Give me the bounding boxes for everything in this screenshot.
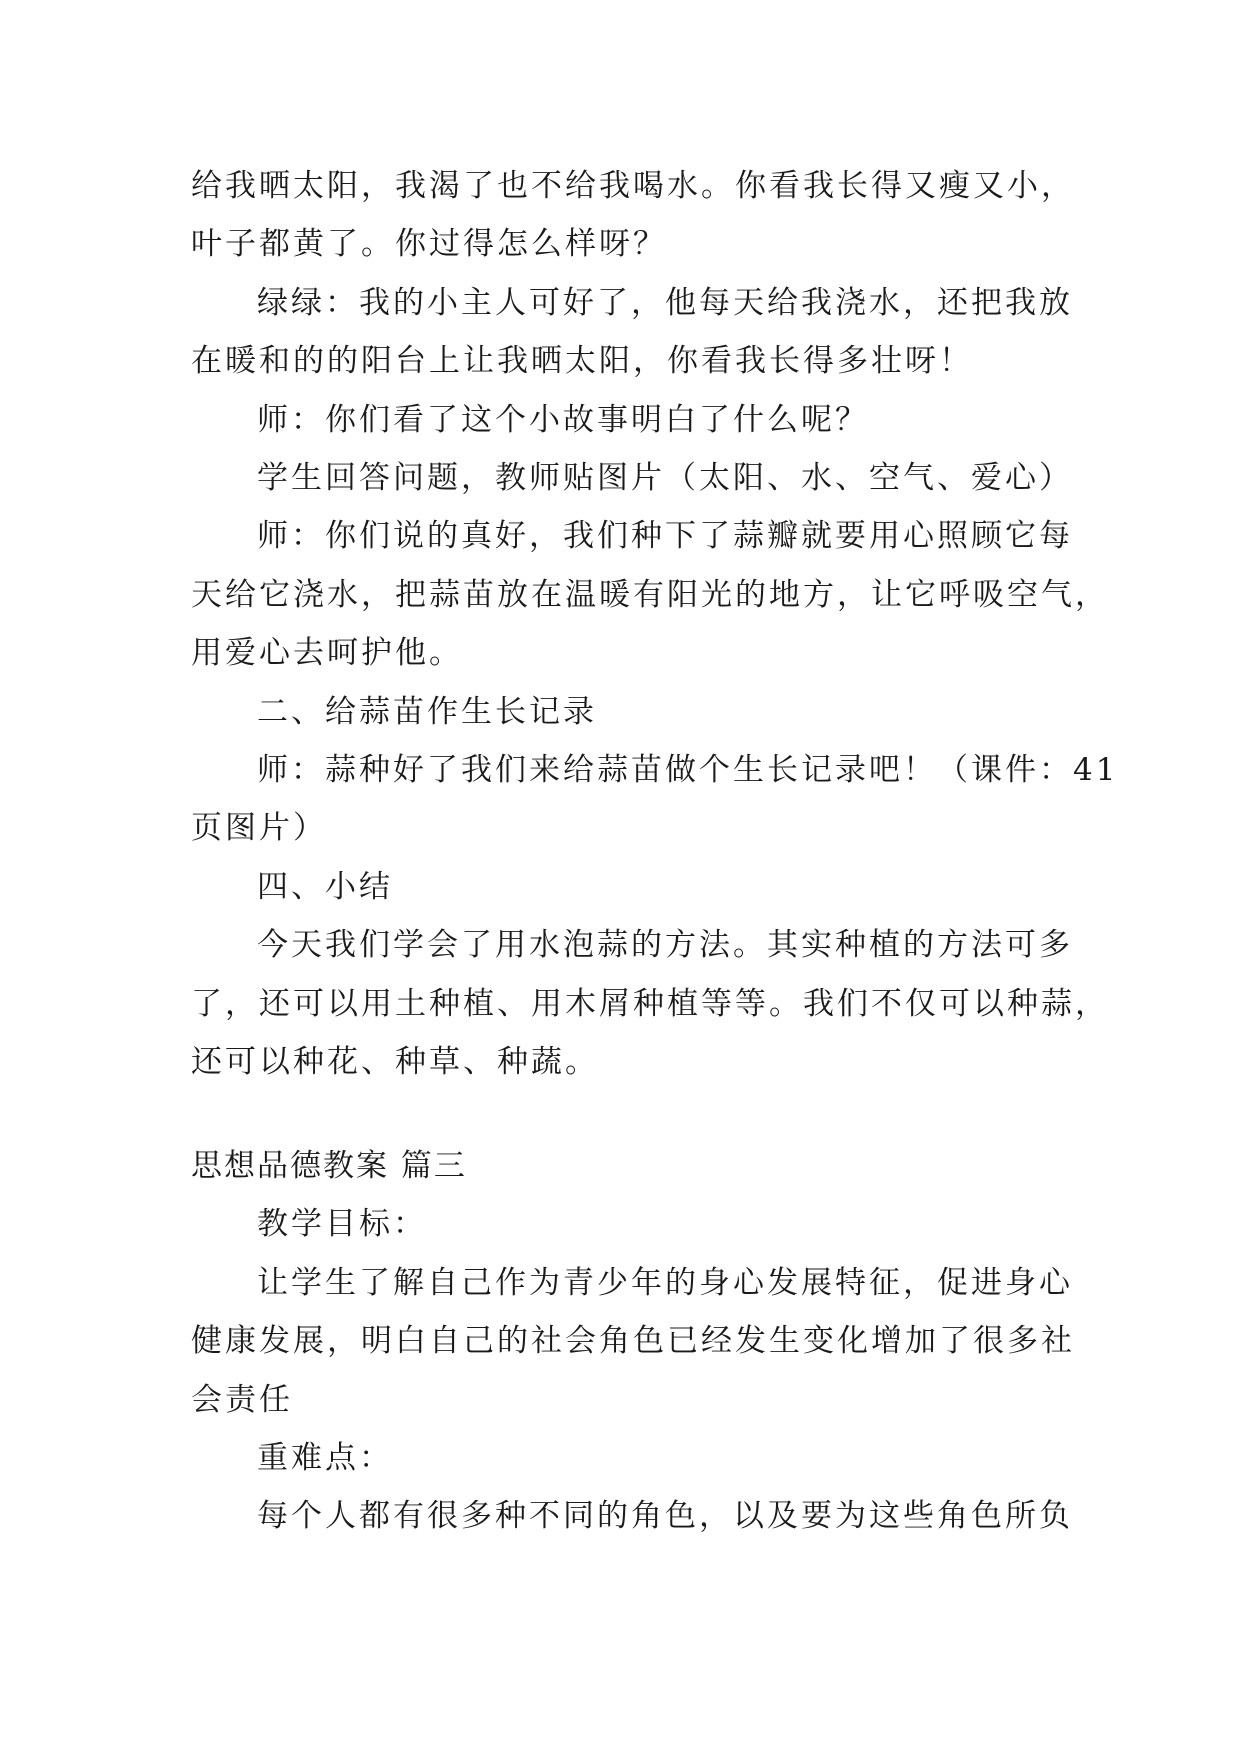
text-line: 二、给蒜苗作生长记录 xyxy=(257,694,597,730)
text-line: 四、小结 xyxy=(257,869,393,905)
text-line: 页图片） xyxy=(191,810,327,846)
text-line: 在暖和的的阳台上让我晒太阳，你看我长得多壮呀！ xyxy=(191,343,973,379)
section-title: 思想品德教案 篇三 xyxy=(191,1148,467,1184)
text-line: 每个人都有很多种不同的角色，以及要为这些角色所负 xyxy=(257,1498,1073,1534)
text-line: 绿绿：我的小主人可好了，他每天给我浇水，还把我放 xyxy=(257,285,1073,321)
text-line: 今天我们学会了用水泡蒜的方法。其实种植的方法可多 xyxy=(257,927,1073,963)
text-line: 给我晒太阳，我渴了也不给我喝水。你看我长得又瘦又小， xyxy=(191,168,1075,204)
text-line: 叶子都黄了。你过得怎么样呀？ xyxy=(191,226,667,262)
text-line: 还可以种花、种草、种蔬。 xyxy=(191,1044,599,1080)
text-line: 师：你们看了这个小故事明白了什么呢？ xyxy=(257,402,869,438)
text-line: 让学生了解自己作为青少年的身心发展特征，促进身心 xyxy=(257,1265,1073,1301)
text-line: 师：你们说的真好，我们种下了蒜瓣就要用心照顾它每 xyxy=(257,518,1073,554)
text-line: 健康发展，明白自己的社会角色已经发生变化增加了很多社 xyxy=(191,1323,1075,1359)
text-line: 师：蒜种好了我们来给蒜苗做个生长记录吧！（课件：41 xyxy=(257,752,1119,788)
text-line: 会责任 xyxy=(191,1382,293,1418)
text-line: 用爱心去呵护他。 xyxy=(191,635,463,671)
text-line: 了，还可以用土种植、用木屑种植等等。我们不仅可以种蒜， xyxy=(191,986,1109,1022)
text-line: 重难点： xyxy=(257,1440,393,1476)
text-line: 教学目标： xyxy=(257,1206,427,1242)
text-line: 天给它浇水，把蒜苗放在温暖有阳光的地方，让它呼吸空气， xyxy=(191,577,1109,613)
text-line: 学生回答问题，教师贴图片（太阳、水、空气、爱心） xyxy=(257,460,1073,496)
